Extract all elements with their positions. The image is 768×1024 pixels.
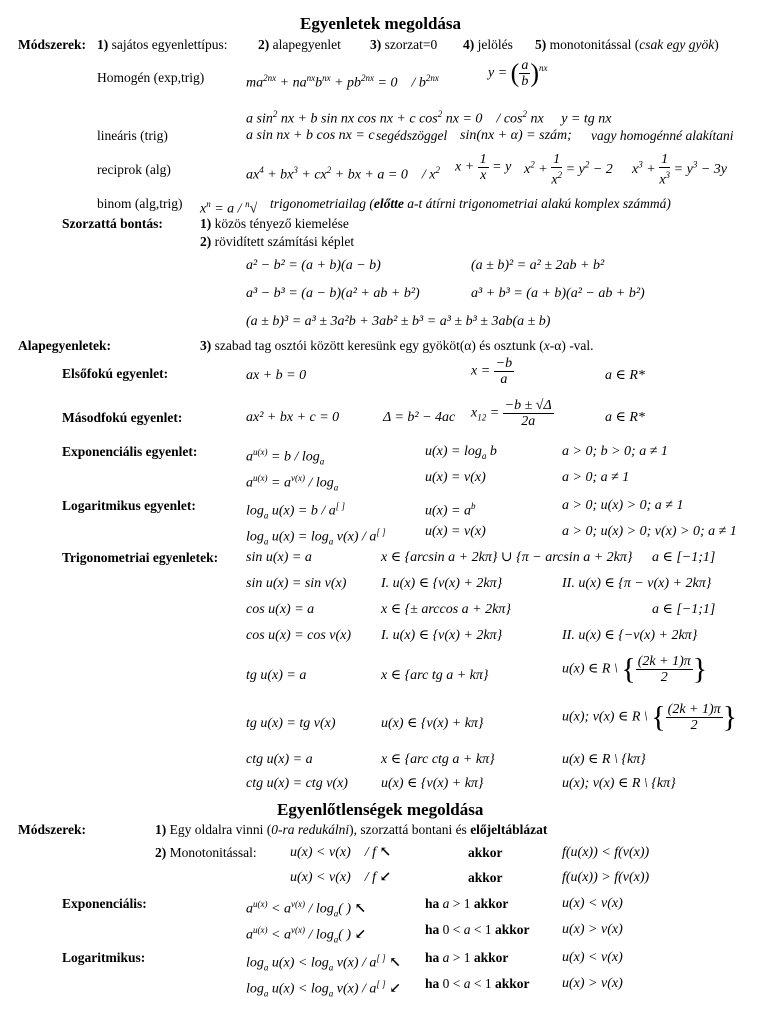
linearis-note-1: segédszöggel xyxy=(376,128,448,143)
homogen-formula-1: $ma^{2nx} + na^{nx}b^{nx} + pb^{2nx} = 0$ / $b^{2nx}$ xyxy=(246,73,439,91)
mono-row-2-eq: u(x) < v(x) / f ↙ xyxy=(290,870,392,885)
trig-row-1-solution: x ∈ {arcsin a + 2kπ} ∪ {π − arcsin a + 2kπ} xyxy=(381,550,633,565)
exp-ineq-row-2-cond: ha 0 < a < 1 akkor xyxy=(425,922,530,937)
trig-row-5-solution: x ∈ {arc tg a + kπ} xyxy=(381,668,489,683)
linear-eq-solution: x = $\frac{-b}{a}$ xyxy=(471,356,513,387)
trig-row-1-eq: sin u(x) = a xyxy=(246,550,312,565)
trig-row-2-condition: II. u(x) ∈ {π − v(x) + 2kπ} xyxy=(562,576,712,591)
mono-row-1-then: akkor xyxy=(468,845,503,860)
method-5: 5) monotonitással (csak egy gyök) xyxy=(535,37,719,52)
ineq-method-2: 2) Monotonitással: xyxy=(155,845,257,860)
trig-row-4-eq: cos u(x) = cos v(x) xyxy=(246,628,352,643)
trig-row-6-condition: u(x); v(x) ∈ R \ { $\frac{(2k + 1)\pi}{2}$ } xyxy=(562,700,738,734)
section-title-inequalities: Egyenlőtlenségek megoldása xyxy=(277,800,484,819)
trig-row-5-condition: u(x) ∈ R \ { $\frac{(2k + 1)\pi}{2}$ } xyxy=(562,652,708,686)
quadratic-eq-solution: $x_{12}$ = $\frac{-b \pm √\Delta}{2a}$ xyxy=(471,398,552,429)
trig-row-2-solution: I. u(x) ∈ {v(x) + 2kπ} xyxy=(381,576,503,591)
linearis-label: lineáris (trig) xyxy=(97,128,168,143)
log-eq-solution-2: u(x) = v(x) xyxy=(425,524,486,539)
ineq-methods-label: Módszerek: xyxy=(18,822,86,837)
log-eq-condition-1: a > 0; u(x) > 0; a ≠ 1 xyxy=(562,498,684,513)
log-eq-formula-1: $\log_a u(x) = b / a[ ]$ xyxy=(246,501,346,521)
log-eq-formula-2: $\log_a u(x) = \log_a v(x) / a[ ]$ xyxy=(246,527,386,547)
factoring-item-2: 2) rövidített számítási képlet xyxy=(200,234,355,249)
quadratic-eq-condition: a ∈ R* xyxy=(605,410,645,425)
basic-label: Alapegyenletek: xyxy=(18,338,111,353)
homogen-label: Homogén (exp,trig) xyxy=(97,70,205,85)
method-4: 4) jelölés xyxy=(463,37,513,52)
trig-eq-label: Trigonometriai egyenletek: xyxy=(62,550,219,565)
log-ineq-label: Logaritmikus: xyxy=(62,950,146,965)
log-ineq-row-2-eq: $\log_a u(x) < \log_a v(x) / a[ ]$ ↙ xyxy=(246,979,401,999)
method-2: 2) alapegyenlet xyxy=(258,37,341,52)
homogen-formula-2: y = ( $\frac{a}{b}$ )$^{nx}$ xyxy=(488,58,548,89)
factoring-formula-3: a³ − b³ = (a − b)(a² + ab + b²) xyxy=(246,286,420,301)
mono-row-2-result: f(u(x)) > f(v(x)) xyxy=(562,870,650,885)
log-ineq-row-2-cond: ha 0 < a < 1 akkor xyxy=(425,976,530,991)
trig-row-7-solution: x ∈ {arc ctg a + kπ} xyxy=(381,752,495,767)
trig-row-7-condition: u(x) ∈ R \ {kπ} xyxy=(562,752,646,767)
trig-row-7-eq: ctg u(x) = a xyxy=(246,752,313,767)
ineq-method-1: 1) Egy oldalra vinni (0-ra redukálni), szorzattá bontani és előjeltáblázat xyxy=(155,822,548,837)
reciprok-formula-3: $x^2$ + $\frac{1}{x^2}$ = $y^2 - 2$ xyxy=(524,152,613,188)
exp-eq-formula-2: $a^{u(x)} = a^{v(x)} / \log_a$ xyxy=(246,473,339,493)
mono-row-1-result: f(u(x)) < f(v(x)) xyxy=(562,845,650,860)
exp-eq-formula-1: $a^{u(x)} = b / \log_a$ xyxy=(246,447,325,467)
factoring-label: Szorzattá bontás: xyxy=(62,216,163,231)
log-ineq-row-1-cond: ha a > 1 akkor xyxy=(425,950,509,965)
linear-eq-label: Elsőfokú egyenlet: xyxy=(62,366,169,381)
log-ineq-row-2-result: u(x) > v(x) xyxy=(562,976,623,991)
trig-row-6-eq: tg u(x) = tg v(x) xyxy=(246,716,336,731)
quadratic-eq-label: Másodfokú egyenlet: xyxy=(62,410,183,425)
exp-ineq-row-2-result: u(x) > v(x) xyxy=(562,922,623,937)
exp-ineq-row-1-cond: ha a > 1 akkor xyxy=(425,896,509,911)
exp-eq-solution-1: $u(x) = \log_a b$ xyxy=(425,444,497,461)
factoring-formula-1: a² − b² = (a + b)(a − b) xyxy=(246,258,381,273)
linear-eq-formula: ax + b = 0 xyxy=(246,368,307,383)
linear-eq-condition: a ∈ R* xyxy=(605,368,645,383)
method-1: 1) sajátos egyenlettípus: xyxy=(97,37,228,52)
trig-row-6-solution: u(x) ∈ {v(x) + kπ} xyxy=(381,716,484,731)
binom-label: binom (alg,trig) xyxy=(97,196,183,211)
mono-row-1-eq: u(x) < v(x) / f ↖ xyxy=(290,845,392,860)
log-eq-condition-2: a > 0; u(x) > 0; v(x) > 0; a ≠ 1 xyxy=(562,524,737,539)
exp-ineq-row-1-result: u(x) < v(x) xyxy=(562,896,623,911)
exp-eq-condition-1: a > 0; b > 0; a ≠ 1 xyxy=(562,444,668,459)
trig-row-4-condition: II. u(x) ∈ {−v(x) + 2kπ} xyxy=(562,628,698,643)
trig-row-8-solution: u(x) ∈ {v(x) + kπ} xyxy=(381,776,484,791)
mono-row-2-then: akkor xyxy=(468,870,503,885)
exp-ineq-label: Exponenciális: xyxy=(62,896,147,911)
trig-row-5-eq: tg u(x) = a xyxy=(246,668,307,683)
factoring-item-1: 1) közös tényező kiemelése xyxy=(200,216,349,231)
trig-row-3-solution: x ∈ {± arccos a + 2kπ} xyxy=(381,602,511,617)
log-eq-solution-1: $u(x) = a^b$ xyxy=(425,501,476,519)
linearis-formula-2: sin(nx + α) = szám; xyxy=(460,128,572,143)
trig-row-8-eq: ctg u(x) = ctg v(x) xyxy=(246,776,348,791)
exp-ineq-row-2-eq: $a^{u(x)} < a^{v(x)} / \log_a$( ) ↙ xyxy=(246,925,367,945)
methods-label: Módszerek: xyxy=(18,37,86,52)
reciprok-formula-4: $x^3$ + $\frac{1}{x^3}$ = $y^3 - 3y$ xyxy=(632,152,728,188)
linearis-note-2: vagy homogénné alakítani xyxy=(591,128,734,143)
trig-row-8-condition: u(x); v(x) ∈ R \ {kπ} xyxy=(562,776,676,791)
linearis-formula: a sin nx + b cos nx = c xyxy=(246,128,375,143)
log-eq-label: Logaritmikus egyenlet: xyxy=(62,498,196,513)
reciprok-formula-1: $ax^4 + bx^3 + cx^2$ + bx + a = 0 / $x^2$ xyxy=(246,165,440,183)
trig-row-4-solution: I. u(x) ∈ {v(x) + 2kπ} xyxy=(381,628,503,643)
quadratic-eq-formula: ax² + bx + c = 0 xyxy=(246,410,340,425)
factoring-formula-4: a³ + b³ = (a + b)(a² − ab + b²) xyxy=(471,286,645,301)
reciprok-label: reciprok (alg) xyxy=(97,162,171,177)
trig-row-3-condition: a ∈ [−1;1] xyxy=(652,602,716,617)
binom-note: trigonometriailag (előtte a-t átírni trigonometriai alakú komplex számmá) xyxy=(270,196,671,211)
factoring-formula-5: (a ± b)³ = a³ ± 3a²b + 3ab² ± b³ = a³ ± b³ ± 3ab(a ± b) xyxy=(246,314,551,329)
basic-note: 3) szabad tag osztói között keresünk egy gyököt(α) és osztunk (x-α) -val. xyxy=(200,338,594,353)
homogen-formula-3: a $\sin^2$ nx + b sin nx cos nx + c $\cos^2$ nx = 0 / $\cos^2$ nx y = tg nx xyxy=(246,109,612,127)
page-title: Egyenletek megoldása xyxy=(300,14,462,33)
quadratic-discriminant: Δ = b² − 4ac xyxy=(383,410,456,425)
exp-eq-solution-2: u(x) = v(x) xyxy=(425,470,486,485)
reciprok-formula-2: x + $\frac{1}{x}$ = y xyxy=(455,152,512,183)
log-ineq-row-1-result: u(x) < v(x) xyxy=(562,950,623,965)
exp-eq-label: Exponenciális egyenlet: xyxy=(62,444,198,459)
trig-row-1-condition: a ∈ [−1;1] xyxy=(652,550,716,565)
exp-ineq-row-1-eq: $a^{u(x)} < a^{v(x)} / \log_a$( ) ↖ xyxy=(246,899,367,919)
trig-row-2-eq: sin u(x) = sin v(x) xyxy=(246,576,347,591)
binom-formula: $x^n = a / ^n√$ xyxy=(200,199,258,217)
trig-row-3-eq: cos u(x) = a xyxy=(246,602,315,617)
method-3: 3) szorzat=0 xyxy=(370,37,438,52)
log-ineq-row-1-eq: $\log_a u(x) < \log_a v(x) / a[ ]$ ↖ xyxy=(246,953,401,973)
exp-eq-condition-2: a > 0; a ≠ 1 xyxy=(562,470,630,485)
factoring-formula-2: (a ± b)² = a² ± 2ab + b² xyxy=(471,258,605,273)
